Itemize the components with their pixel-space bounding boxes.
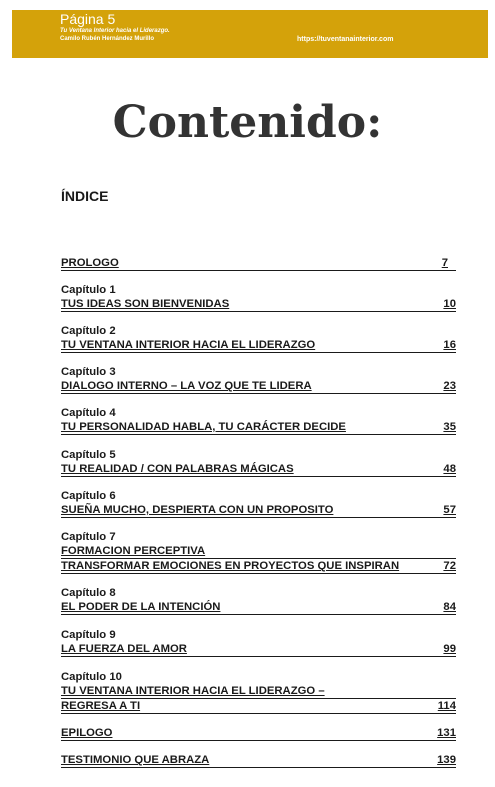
toc-page: 16 (443, 339, 456, 351)
toc-entry[interactable] (61, 753, 456, 768)
toc-page: 35 (443, 421, 456, 433)
toc-title: TRANSFORMAR EMOCIONES EN PROYECTOS QUE INSPIRAN (61, 560, 400, 572)
toc-title-line1: FORMACION PERCEPTIVA (61, 545, 206, 557)
chapter-label: Capítulo 8 (61, 587, 116, 599)
toc-entry[interactable] (61, 256, 456, 271)
toc-entry[interactable] (61, 670, 456, 714)
toc-page: 57 (443, 504, 456, 516)
chapter-label: Capítulo 4 (61, 407, 116, 419)
toc-title: TU VENTANA INTERIOR HACIA EL LIDERAZGO (61, 339, 316, 351)
toc-page: 84 (443, 601, 456, 613)
toc-entry[interactable] (61, 726, 456, 741)
chapter-label: Capítulo 1 (61, 284, 116, 296)
toc-page: 23 (443, 380, 456, 392)
toc-title: TESTIMONIO QUE ABRAZA (61, 754, 210, 766)
page-label: Página 5 (60, 11, 116, 27)
toc-page: 131 (437, 727, 456, 739)
toc-page: 72 (443, 560, 456, 572)
toc-title: SUEÑA MUCHO, DESPIERTA CON UN PROPOSITO (61, 504, 334, 516)
chapter-label: Capítulo 10 (61, 671, 122, 683)
author-name: Camilo Rubén Hernández Murillo (60, 36, 155, 42)
toc-page: 114 (437, 700, 456, 712)
toc-entry[interactable] (61, 324, 456, 353)
toc-entry[interactable] (61, 628, 456, 657)
toc-page: 48 (443, 463, 456, 475)
toc-title: PROLOGO (61, 257, 119, 269)
toc-entry[interactable] (61, 530, 456, 574)
toc-entry[interactable] (61, 283, 456, 312)
toc-entry[interactable] (61, 448, 456, 477)
toc-page: 10 (443, 298, 456, 310)
chapter-label: Capítulo 2 (61, 325, 116, 337)
book-subtitle: Tu Ventana Interior hacia el Liderazgo. (60, 28, 170, 34)
toc-title: EL PODER DE LA INTENCIÓN (61, 601, 221, 613)
toc-title: EPILOGO (61, 727, 113, 739)
toc-page: 139 (437, 754, 456, 766)
toc-title: TUS IDEAS SON BIENVENIDAS (61, 298, 230, 310)
toc-entry[interactable] (61, 406, 456, 435)
chapter-label: Capítulo 9 (61, 629, 116, 641)
toc-page: 7 (441, 257, 448, 269)
toc-title-line1: TU VENTANA INTERIOR HACIA EL LIDERAZGO – (61, 685, 325, 697)
toc-entry[interactable] (61, 489, 456, 518)
toc-page: 99 (443, 643, 456, 655)
page-title: Contenido: (112, 97, 383, 148)
toc-entry[interactable] (61, 586, 456, 615)
toc-title: TU PERSONALIDAD HABLA, TU CARÁCTER DECIDE (61, 421, 346, 433)
toc-title: REGRESA A TI (61, 700, 141, 712)
chapter-label: Capítulo 6 (61, 490, 116, 502)
chapter-label: Capítulo 7 (61, 531, 116, 543)
toc-entry[interactable] (61, 365, 456, 394)
chapter-label: Capítulo 3 (61, 366, 116, 378)
toc-title: LA FUERZA DEL AMOR (61, 643, 187, 655)
index-heading: ÍNDICE (61, 188, 109, 204)
toc-title: DIALOGO INTERNO – LA VOZ QUE TE LIDERA (61, 380, 312, 392)
page-header (12, 10, 488, 58)
toc-title: TU REALIDAD / CON PALABRAS MÁGICAS (61, 463, 294, 475)
website-url[interactable]: https://tuventanainterior.com (297, 36, 394, 43)
chapter-label: Capítulo 5 (61, 449, 116, 461)
